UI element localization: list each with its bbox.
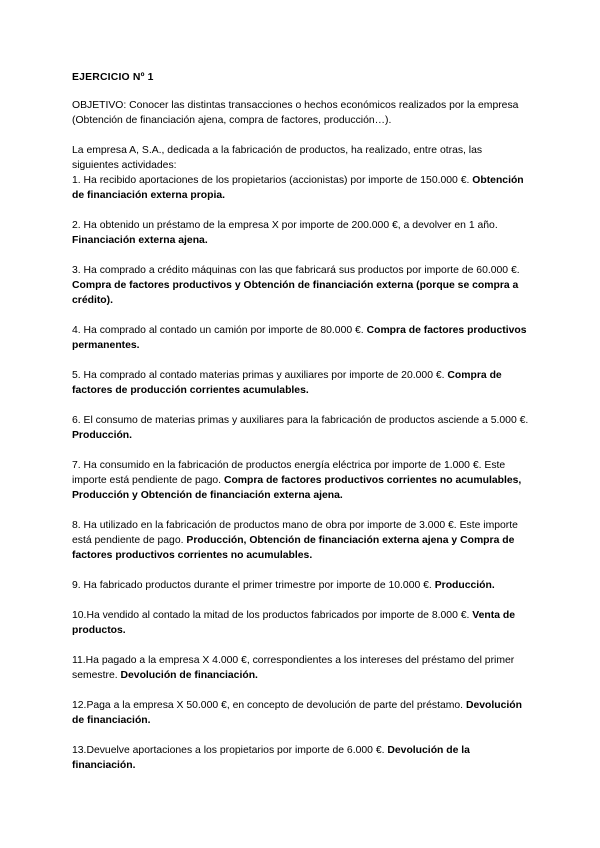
- activity-text: 6. El consumo de materias primas y auxiliares para la fabricación de productos asciende a 5.000 €.: [72, 415, 529, 426]
- activity-text: 1. Ha recibido aportaciones de los propietarios (accionistas) por importe de 150.000 €.: [72, 175, 470, 186]
- activity-text: 9. Ha fabricado productos durante el primer trimestre por importe de 10.000 €.: [72, 580, 432, 591]
- activity-text: 11.Ha pagado a la empresa X 4.000 €, correspondientes a los intereses del préstamo del primer semestre.: [72, 655, 515, 681]
- activity-answer: Compra de factores productivos corrientes no acumulables, Producción y Obtención de financiación externa ajena.: [72, 475, 522, 501]
- activity-item-3: [72, 263, 530, 308]
- activity-answer: Compra de factores productivos permanentes.: [72, 325, 527, 351]
- activity-answer: Venta de productos.: [72, 610, 516, 636]
- activity-text: 8. Ha utilizado en la fabricación de productos mano de obra por importe de 3.000 €. Este importe está pendiente de pago.: [72, 520, 518, 546]
- activity-answer: Financiación externa ajena.: [72, 235, 208, 246]
- activity-text: 7. Ha consumido en la fabricación de productos energía eléctrica por importe de 1.000 €. Este importe está pendiente de pago.: [72, 460, 506, 486]
- activity-answer: Compra de factores de producción corrientes acumulables.: [72, 370, 502, 396]
- activity-answer: Producción.: [72, 430, 133, 441]
- activity-item-10: [72, 608, 530, 638]
- activity-text: 10.Ha vendido al contado la mitad de los productos fabricados por importe de 8.000 €.: [72, 610, 470, 621]
- activity-item-9: [72, 578, 530, 593]
- activity-item-12: [72, 698, 530, 728]
- activity-text: 13.Devuelve aportaciones a los propietarios por importe de 6.000 €.: [72, 745, 385, 756]
- activity-item-5: [72, 368, 530, 398]
- activity-answer: Producción, Obtención de financiación externa ajena y Compra de factores productivos corrientes no acumulables.: [72, 535, 515, 561]
- activity-text: 5. Ha comprado al contado materias primas y auxiliares por importe de 20.000 €.: [72, 370, 445, 381]
- activity-item-2: [72, 218, 530, 248]
- activity-item-7: [72, 458, 530, 503]
- activity-item-4: [72, 323, 530, 353]
- intro-paragraph: La empresa A, S.A., dedicada a la fabricación de productos, ha realizado, entre otras, las siguientes actividades:: [72, 145, 483, 171]
- exercise-title: EJERCICIO Nº 1: [72, 72, 154, 83]
- activity-answer: Compra de factores productivos y Obtención de financiación externa (porque se compra a crédito).: [72, 280, 519, 306]
- activity-item-6: [72, 413, 530, 443]
- activity-item-1: [72, 173, 530, 203]
- activity-item-11: [72, 653, 530, 683]
- activity-text: 12.Paga a la empresa X 50.000 €, en concepto de devolución de parte del préstamo.: [72, 700, 464, 711]
- activity-item-8: [72, 518, 530, 563]
- activity-text: 2. Ha obtenido un préstamo de la empresa X por importe de 200.000 €, a devolver en 1 año.: [72, 220, 498, 231]
- activity-answer: Obtención de financiación externa propia.: [72, 175, 524, 201]
- activity-text: 3. Ha comprado a crédito máquinas con las que fabricará sus productos por importe de 60.000 €.: [72, 265, 520, 276]
- activity-answer: Producción.: [434, 580, 495, 591]
- activity-answer: Devolución de la financiación.: [72, 745, 470, 771]
- activity-item-13: [72, 743, 530, 773]
- activity-answer: Devolución de financiación.: [72, 700, 522, 726]
- objective-paragraph: OBJETIVO: Conocer las distintas transacciones o hechos económicos realizados por la empresa (Obtención de financiación ajena, compra de factores, producción…).: [72, 100, 519, 126]
- activity-answer: Devolución de financiación.: [120, 670, 258, 681]
- activity-text: 4. Ha comprado al contado un camión por importe de 80.000 €.: [72, 325, 364, 336]
